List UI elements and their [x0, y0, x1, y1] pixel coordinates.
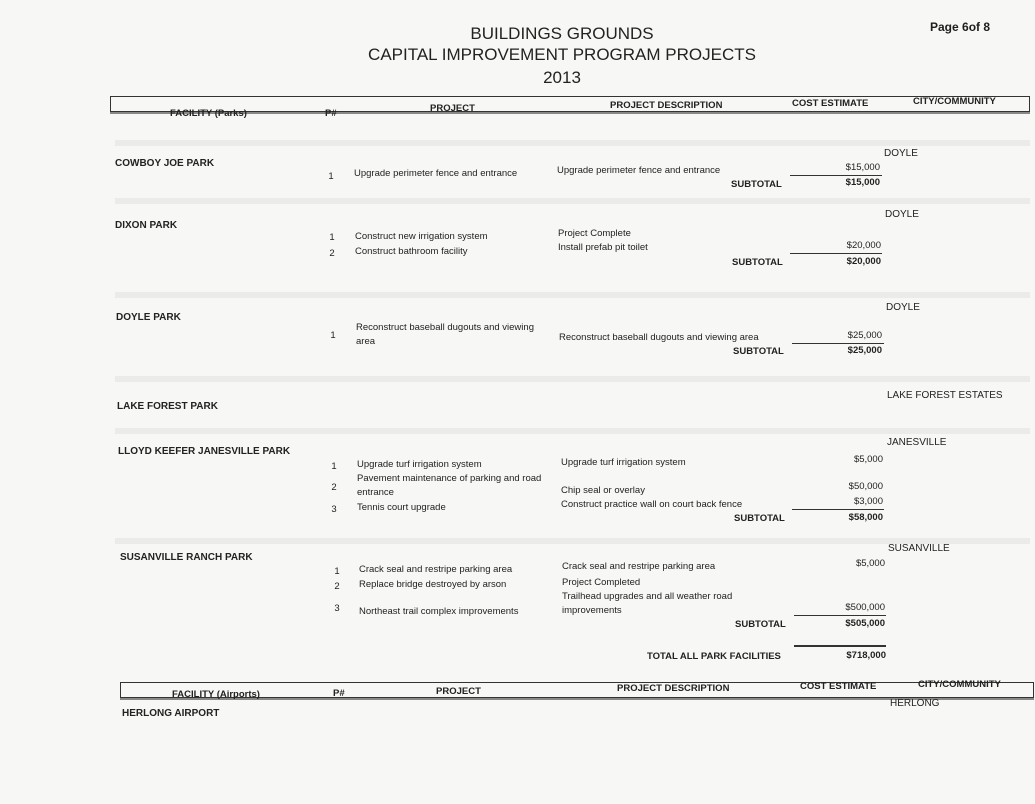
project-description-line2: improvements [562, 605, 622, 616]
city-label: HERLONG [890, 698, 940, 709]
project-description-line1: Trailhead upgrades and all weather road [562, 591, 733, 602]
facility-name: SUSANVILLE RANCH PARK [120, 552, 253, 563]
project-name: Construct new irrigation system [355, 231, 488, 242]
project-number: 2 [331, 482, 337, 493]
project-description: Project Completed [562, 577, 641, 588]
subtotal-label: SUBTOTAL [735, 619, 786, 630]
project-number: 1 [330, 330, 336, 341]
project-name: Tennis court upgrade [357, 502, 446, 513]
project-name-line2: entrance [357, 487, 394, 498]
project-number: 1 [331, 461, 337, 472]
cost-estimate: $5,000 [853, 454, 883, 465]
facility-name: HERLONG AIRPORT [122, 708, 220, 719]
project-name: Upgrade turf irrigation system [357, 459, 482, 470]
project-description: Construct practice wall on court back fence [561, 499, 743, 510]
project-description: Upgrade perimeter fence and entrance [557, 165, 721, 176]
project-description: Upgrade turf irrigation system [561, 457, 686, 468]
cost-estimate: $5,000 [855, 558, 885, 569]
total-label: TOTAL ALL PARK FACILITIES [647, 651, 781, 662]
project-name-line1: Pavement maintenance of parking and road [357, 473, 542, 484]
col-city: CITY/COMMUNITY [913, 96, 996, 107]
col-project: PROJECT [430, 103, 475, 114]
project-name: Northeast trail complex improvements [359, 606, 519, 617]
project-description: Install prefab pit toilet [558, 242, 648, 253]
facility-name: LAKE FOREST PARK [117, 401, 218, 412]
facility-name: LLOYD KEEFER JANESVILLE PARK [118, 446, 291, 457]
project-number: 1 [329, 232, 335, 243]
subtotal-label: SUBTOTAL [732, 257, 783, 268]
total-value: $718,000 [846, 650, 886, 661]
cost-estimate: $20,000 [846, 240, 881, 251]
city-label: SUSANVILLE [888, 543, 950, 554]
project-number: 1 [328, 171, 334, 182]
project-description: Reconstruct baseball dugouts and viewing area [559, 332, 759, 343]
city-label: JANESVILLE [887, 437, 947, 448]
col-cost: COST ESTIMATE [800, 681, 877, 692]
subtotal-value: $58,000 [848, 512, 883, 523]
project-name: Replace bridge destroyed by arson [359, 579, 507, 590]
project-number: 1 [334, 566, 340, 577]
project-description: Crack seal and restripe parking area [562, 561, 716, 572]
col-cost: COST ESTIMATE [792, 98, 869, 109]
document-year: 2013 [543, 68, 581, 87]
city-label: DOYLE [885, 209, 919, 220]
project-number: 2 [334, 581, 340, 592]
subtotal-label: SUBTOTAL [731, 179, 782, 190]
cost-estimate: $15,000 [845, 162, 880, 173]
cost-estimate: $500,000 [845, 602, 885, 613]
col-pnum: P# [333, 688, 345, 699]
cost-estimate: $25,000 [847, 330, 882, 341]
project-description: Chip seal or overlay [561, 485, 645, 496]
col-description: PROJECT DESCRIPTION [617, 683, 730, 694]
col-project: PROJECT [436, 686, 481, 697]
project-name-line2: area [356, 336, 376, 347]
city-label: DOYLE [886, 302, 920, 313]
col-facility-parks: FACILITY (Parks) [170, 108, 247, 119]
parks-header-bar [110, 96, 1030, 112]
col-facility-airports: FACILITY (Airports) [172, 689, 260, 700]
subtotal-label: SUBTOTAL [733, 346, 784, 357]
project-number: 2 [329, 248, 335, 259]
subtotal-value: $25,000 [847, 345, 882, 356]
col-pnum: P# [325, 108, 337, 119]
project-name: Crack seal and restripe parking area [359, 564, 513, 575]
cost-estimate: $3,000 [853, 496, 883, 507]
cost-estimate: $50,000 [848, 481, 883, 492]
subtotal-value: $20,000 [846, 256, 881, 267]
project-name: Construct bathroom facility [355, 246, 468, 257]
project-name: Upgrade perimeter fence and entrance [354, 168, 518, 179]
subtotal-value: $505,000 [845, 618, 885, 629]
page-number: Page 6of 8 [930, 20, 991, 34]
facility-name: DIXON PARK [115, 220, 178, 231]
facility-name: DOYLE PARK [116, 312, 181, 323]
col-city: CITY/COMMUNITY [918, 679, 1001, 690]
city-label: LAKE FOREST ESTATES [887, 390, 1003, 401]
facility-name: COWBOY JOE PARK [115, 158, 215, 169]
document-title: BUILDINGS GROUNDS [470, 24, 654, 43]
project-name-line1: Reconstruct baseball dugouts and viewing [356, 322, 534, 333]
subtotal-value: $15,000 [845, 177, 880, 188]
document-subtitle: CAPITAL IMPROVEMENT PROGRAM PROJECTS [368, 45, 756, 64]
project-number: 3 [331, 504, 337, 515]
project-number: 3 [334, 603, 340, 614]
project-description: Project Complete [558, 228, 631, 239]
col-description: PROJECT DESCRIPTION [610, 100, 723, 111]
subtotal-label: SUBTOTAL [734, 513, 785, 524]
city-label: DOYLE [884, 148, 918, 159]
